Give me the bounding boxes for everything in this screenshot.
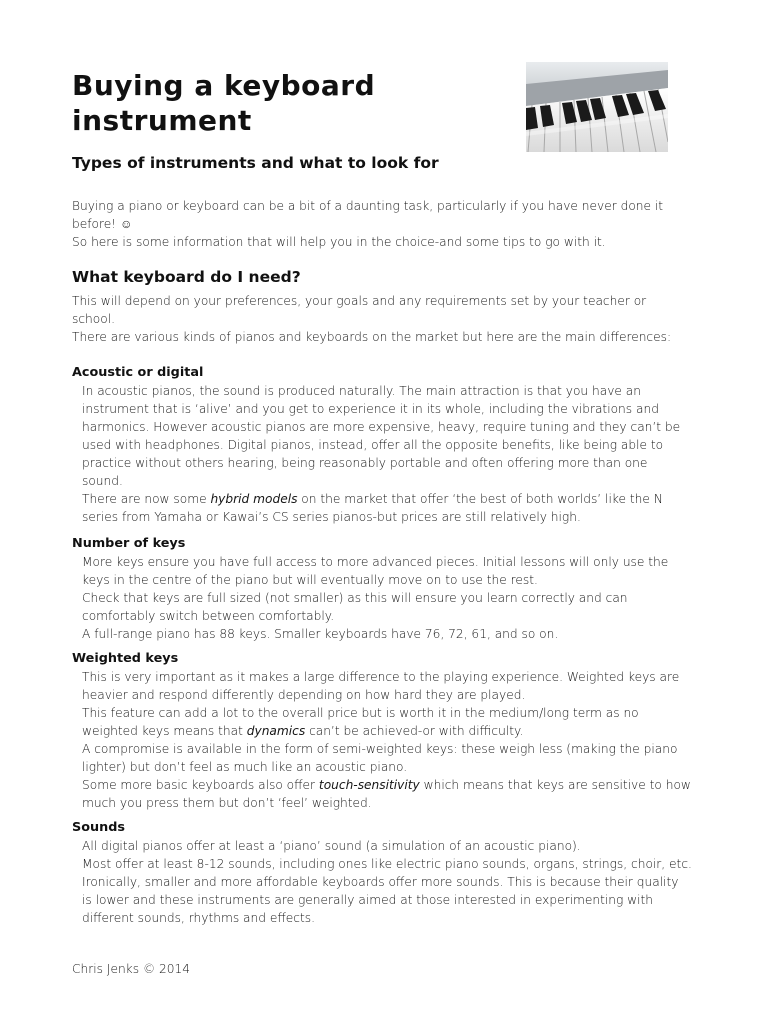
acoustic-paragraph: There are now some hybrid models on the market that offer ‘the best of both worlds’ like the N series from Yamaha or Kawai’s CS series pianos-but prices are still relatively high. bbox=[82, 492, 663, 524]
acoustic-section bbox=[72, 364, 692, 526]
section-paragraph: There are various kinds of pianos and keyboards on the market but here are the main differences: bbox=[72, 330, 672, 344]
section-paragraph: This will depend on your preferences, your goals and any requirements set by your teacher or school. bbox=[72, 294, 647, 326]
keys-paragraph: More keys ensure you have full access to more advanced pieces. Initial lessons will only use the keys in the centre of the piano but will eventually move on to use the rest. bbox=[82, 555, 669, 587]
weighted-paragraph: Some more basic keyboards also offer touch-sensitivity which means that keys are sensitive to how much you press them but don’t ‘feel’ weighted. bbox=[82, 778, 691, 810]
intro-paragraph: So here is some information that will help you in the choice-and some tips to go with it. bbox=[72, 235, 606, 249]
sounds-paragraph: Ironically, smaller and more affordable keyboards offer more sounds. This is because their quality is lower and these instruments are generally aimed at those interested in experimenting with different sounds, rhythms and effects. bbox=[82, 875, 679, 925]
acoustic-paragraph: In acoustic pianos, the sound is produced naturally. The main attraction is that you have an instrument that is ‘alive’ and you get to experience it in its whole, including the vibrations and harmonics. However acoustic pianos are more expensive, heavy, require tuning and they can’t be used with headphones. Digital pianos, instead, offer all the opposite benefits, like being able to practice without others hearing, being reasonably portable and often offering more than one sound. bbox=[82, 384, 681, 488]
copyright-footer: Chris Jenks © 2014 bbox=[72, 962, 191, 976]
piano-keys-image bbox=[526, 62, 668, 152]
page-title: Buying a keyboard instrument bbox=[72, 69, 376, 137]
keyboard-photo bbox=[526, 62, 668, 152]
sounds-paragraph: Most offer at least 8-12 sounds, including ones like electric piano sounds, organs, strings, choir, etc. bbox=[82, 857, 692, 871]
weighted-paragraph: This feature can add a lot to the overall price but is worth it in the medium/long term as no weighted keys means that dynamics can’t be achieved-or with difficulty. bbox=[82, 706, 639, 738]
keys-paragraph: A full-range piano has 88 keys. Smaller keyboards have 76, 72, 61, and so on. bbox=[82, 627, 559, 641]
weighted-paragraph: A compromise is available in the form of semi-weighted keys: these weigh less (making the piano lighter) but don’t feel as much like an acoustic piano. bbox=[82, 742, 678, 774]
section-heading: What keyboard do I need? bbox=[72, 268, 301, 286]
sounds-heading: Sounds bbox=[72, 820, 126, 835]
weighted-heading: Weighted keys bbox=[72, 651, 179, 666]
sounds-paragraph: All digital pianos offer at least a ‘piano’ sound (a simulation of an acoustic piano). bbox=[82, 839, 581, 853]
weighted-section bbox=[72, 650, 692, 812]
acoustic-heading: Acoustic or digital bbox=[72, 365, 204, 380]
keys-heading: Number of keys bbox=[72, 536, 186, 551]
intro-block bbox=[72, 197, 682, 251]
keys-section bbox=[72, 535, 692, 643]
page-subtitle: Types of instruments and what to look for bbox=[72, 154, 439, 172]
keys-paragraph: Check that keys are full sized (not smaller) as this will ensure you learn correctly and can comfortably switch between comfortably. bbox=[82, 591, 628, 623]
section-intro bbox=[72, 292, 682, 346]
sounds-section bbox=[72, 819, 692, 927]
weighted-paragraph: This is very important as it makes a large difference to the playing experience. Weighted keys are heavier and respond differently depending on how hard they are played. bbox=[82, 670, 680, 702]
intro-paragraph: Buying a piano or keyboard can be a bit of a daunting task, particularly if you have never done it before! ☺ bbox=[72, 199, 664, 231]
